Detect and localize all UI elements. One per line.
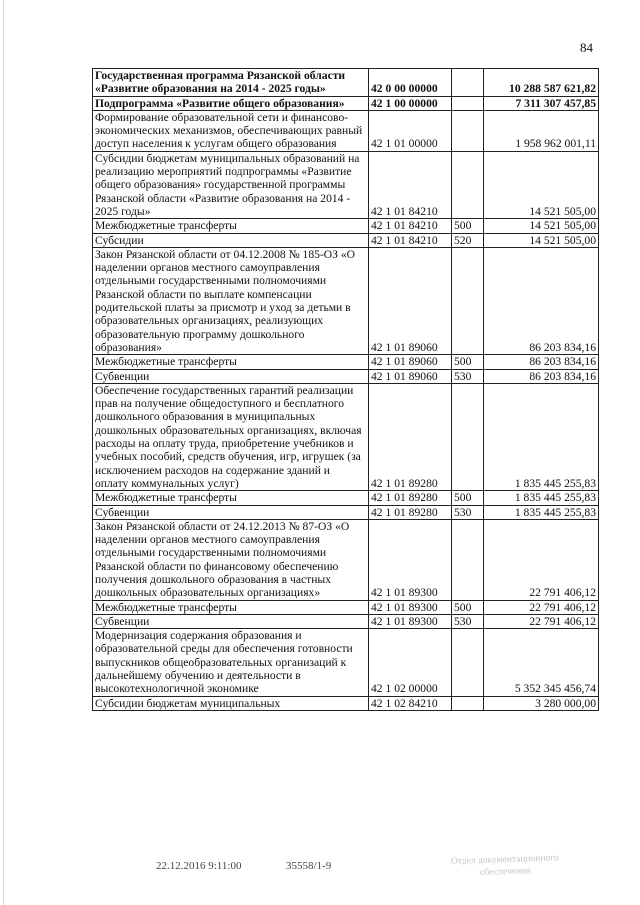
row-type-cell: 500 (452, 600, 484, 614)
table-row (93, 151, 599, 218)
row-name-cell: Субвенции (93, 369, 369, 383)
row-code-cell: 42 0 00 00000 (369, 69, 452, 97)
row-sum-cell: 14 521 505,00 (484, 233, 599, 247)
row-sum-cell: 5 352 345 456,74 (484, 629, 599, 696)
row-sum-cell: 14 521 505,00 (484, 151, 599, 218)
row-type-cell (452, 69, 484, 97)
table-row (93, 383, 599, 490)
table-row (93, 629, 599, 696)
table-row (93, 110, 599, 151)
row-name-cell: Модернизация содержания образования и образовательной среды для обеспечения готовности выпускников общеобразовательных организаций к дальнейшему обучению и деятельности в высокотехнологичной экономике (93, 629, 369, 696)
table-row (93, 696, 599, 710)
row-code-cell: 42 1 01 00000 (369, 110, 452, 151)
budget-table (92, 68, 599, 711)
row-type-cell: 500 (452, 219, 484, 233)
row-type-cell: 530 (452, 505, 484, 519)
row-name-cell: Межбюджетные трансферты (93, 355, 369, 369)
row-name-cell: Подпрограмма «Развитие общего образования» (93, 96, 369, 110)
row-name-cell: Государственная программа Рязанской области «Развитие образования на 2014 - 2025 годы» (93, 69, 369, 97)
table-row (93, 519, 599, 600)
row-name-cell: Субсидии (93, 233, 369, 247)
row-type-cell: 530 (452, 614, 484, 628)
row-type-cell (452, 110, 484, 151)
table-row (93, 96, 599, 110)
row-type-cell (452, 151, 484, 218)
row-name-cell: Субвенции (93, 614, 369, 628)
row-name-cell: Субсидии бюджетам муниципальных (93, 696, 369, 710)
row-name-cell: Обеспечение государственных гарантий реализации прав на получение общедоступного и бесплатного дошкольного образования в муниципальных дошкольных образовательных организациях, включая расходы на оплату труда, приобретение учебников и учебных пособий, средств обучения, игр, игрушек (за исключением расходов на содержание зданий и оплату коммунальных услуг) (93, 383, 369, 490)
row-type-cell (452, 383, 484, 490)
row-sum-cell: 86 203 834,16 (484, 369, 599, 383)
row-sum-cell: 1 835 445 255,83 (484, 491, 599, 505)
table-row (93, 614, 599, 628)
row-sum-cell: 14 521 505,00 (484, 219, 599, 233)
table-row (93, 233, 599, 247)
row-sum-cell: 10 288 587 621,82 (484, 69, 599, 97)
row-code-cell: 42 1 01 89060 (369, 369, 452, 383)
row-name-cell: Субсидии бюджетам муниципальных образований на реализацию мероприятий подпрограммы «Развитие общего образования» государственной программы Рязанской области «Развитие образования на 2014 - 2025 годы» (93, 151, 369, 218)
row-sum-cell: 7 311 307 457,85 (484, 96, 599, 110)
row-sum-cell: 22 791 406,12 (484, 614, 599, 628)
row-sum-cell: 22 791 406,12 (484, 519, 599, 600)
row-code-cell: 42 1 01 89280 (369, 383, 452, 490)
footer-date: 22.12.2016 9:11:00 (156, 860, 242, 872)
table-row (93, 219, 599, 233)
row-code-cell: 42 1 01 89060 (369, 355, 452, 369)
registration-stamp: Отдел документационного обеспечения (450, 853, 559, 878)
row-sum-cell: 86 203 834,16 (484, 355, 599, 369)
row-code-cell: 42 1 00 00000 (369, 96, 452, 110)
footer-doc-number: 35558/1-9 (286, 860, 332, 872)
row-type-cell: 500 (452, 491, 484, 505)
table-row (93, 355, 599, 369)
row-code-cell: 42 1 01 89300 (369, 600, 452, 614)
row-type-cell (452, 696, 484, 710)
row-type-cell (452, 629, 484, 696)
row-name-cell: Межбюджетные трансферты (93, 491, 369, 505)
row-sum-cell: 1 835 445 255,83 (484, 383, 599, 490)
table-row (93, 491, 599, 505)
row-code-cell: 42 1 02 84210 (369, 696, 452, 710)
row-code-cell: 42 1 02 00000 (369, 629, 452, 696)
table-row (93, 369, 599, 383)
row-type-cell: 500 (452, 355, 484, 369)
row-code-cell: 42 1 01 89300 (369, 519, 452, 600)
row-code-cell: 42 1 01 84210 (369, 233, 452, 247)
row-name-cell: Межбюджетные трансферты (93, 600, 369, 614)
table-row (93, 600, 599, 614)
scan-edge (3, 0, 4, 905)
row-type-cell: 520 (452, 233, 484, 247)
row-code-cell: 42 1 01 89060 (369, 247, 452, 354)
row-code-cell: 42 1 01 89280 (369, 505, 452, 519)
row-name-cell: Закон Рязанской области от 04.12.2008 № 185-ОЗ «О наделении органов местного самоуправления отдельными государственными полномочиями Рязанской области по выплате компенсации родительской платы за присмотр и уход за детьми в образовательных организациях, реализующих образовательную программу дошкольного образования» (93, 247, 369, 354)
row-code-cell: 42 1 01 89280 (369, 491, 452, 505)
table-row (93, 505, 599, 519)
page-number: 84 (580, 40, 593, 55)
row-name-cell: Субвенции (93, 505, 369, 519)
row-name-cell: Формирование образовательной сети и финансово-экономических механизмов, обеспечивающих равный доступ населения к услугам общего образования (93, 110, 369, 151)
row-type-cell: 530 (452, 369, 484, 383)
row-name-cell: Межбюджетные трансферты (93, 219, 369, 233)
row-type-cell (452, 519, 484, 600)
row-name-cell: Закон Рязанской области от 24.12.2013 № 87-ОЗ «О наделении органов местного самоуправления отдельными государственными полномочиями Рязанской области по финансовому обеспечению получения дошкольного образования в частных дошкольных образовательных организациях» (93, 519, 369, 600)
row-code-cell: 42 1 01 84210 (369, 219, 452, 233)
row-sum-cell: 3 280 000,00 (484, 696, 599, 710)
row-sum-cell: 1 958 962 001,11 (484, 110, 599, 151)
row-code-cell: 42 1 01 89300 (369, 614, 452, 628)
row-sum-cell: 86 203 834,16 (484, 247, 599, 354)
row-sum-cell: 1 835 445 255,83 (484, 505, 599, 519)
row-sum-cell: 22 791 406,12 (484, 600, 599, 614)
row-type-cell (452, 247, 484, 354)
budget-table-body (93, 69, 599, 711)
table-row (93, 247, 599, 354)
table-row (93, 69, 599, 97)
row-code-cell: 42 1 01 84210 (369, 151, 452, 218)
row-type-cell (452, 96, 484, 110)
